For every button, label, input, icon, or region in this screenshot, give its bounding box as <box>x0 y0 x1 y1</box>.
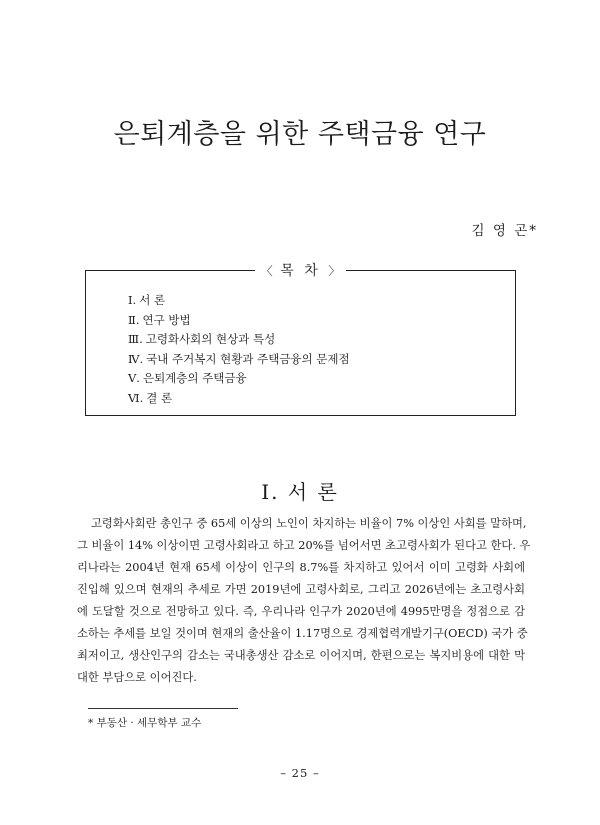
paper-title: 은퇴계층을 위한 주택금융 연구 <box>113 119 487 150</box>
footnote: * 부동산 · 세무학부 교수 <box>88 717 202 729</box>
toc-item-number: Ⅱ. <box>128 312 140 327</box>
toc-item-label: 결 론 <box>146 390 173 405</box>
toc-item <box>128 369 350 389</box>
paragraph-line: 최저이고, 생산인구의 감소는 국내총생산 감소로 이어지며, 한편으로는 복지비용에 대한 막 <box>77 649 525 662</box>
body-paragraph <box>77 513 531 689</box>
toc-item-label: 연구 방법 <box>142 312 191 327</box>
paragraph-line: 에 도달할 것으로 전망하고 있다. 즉, 우리나라 인구가 2020년에 4995만명을 정점으로 감 <box>77 605 525 618</box>
paragraph-line: 진입해 있으며 현재의 추세로 가면 2019년에 고령사회로, 그리고 2026년에는 초고령사회 <box>77 583 525 596</box>
toc-bracket-left: 〈 <box>260 264 273 278</box>
paragraph-line: 그 비율이 14% 이상이면 고령사회라고 하고 20%를 넘어서면 초고령사회가 된다고 한다. 우 <box>77 539 531 552</box>
toc-item-label: 은퇴계층의 주택금융 <box>142 371 247 385</box>
toc-bracket-right: 〉 <box>328 264 341 278</box>
toc-item <box>128 330 350 350</box>
author-name: 김 영 곤* <box>471 223 538 239</box>
toc-list <box>128 291 350 408</box>
paragraph-line: 소하는 추세를 보일 것이며 현재의 출산율이 1.17명으로 경제협력개발기구(OECD) 국가 중 <box>77 627 528 640</box>
paragraph-line: 고령화사회란 총인구 중 65세 이상의 노인이 차지하는 비율이 7% 이상인 사회를 말하며, <box>91 517 527 530</box>
footnote-divider <box>88 708 238 709</box>
toc-item-number: Ⅲ. <box>128 332 143 346</box>
toc-item <box>128 350 350 370</box>
toc-item-number: Ⅴ. <box>128 371 140 385</box>
toc-item-number: Ⅵ. <box>128 390 144 405</box>
paragraph-line: 리나라는 2004년 현재 65세 이상이 인구의 8.7%를 차지하고 있어서 이미 고령화 사회에 <box>77 561 525 574</box>
toc-item-label: 서 론 <box>139 293 166 307</box>
toc-item-number: Ⅳ. <box>128 351 144 366</box>
toc-item <box>128 291 350 311</box>
table-of-contents <box>85 263 516 416</box>
section-heading: Ⅰ. 서 론 <box>261 480 339 504</box>
page-number: – 25 – <box>280 766 320 780</box>
paragraph-line: 대한 부담으로 이어진다. <box>77 671 197 684</box>
toc-heading <box>86 260 515 280</box>
toc-item <box>128 389 350 409</box>
toc-item <box>128 311 350 331</box>
toc-heading-label: 목 차 <box>280 263 321 279</box>
toc-item-label: 고령화사회의 현상과 특성 <box>145 332 276 346</box>
toc-item-label: 국내 주거복지 현황과 주택금융의 문제점 <box>146 351 350 366</box>
toc-item-number: Ⅰ. <box>128 293 137 307</box>
